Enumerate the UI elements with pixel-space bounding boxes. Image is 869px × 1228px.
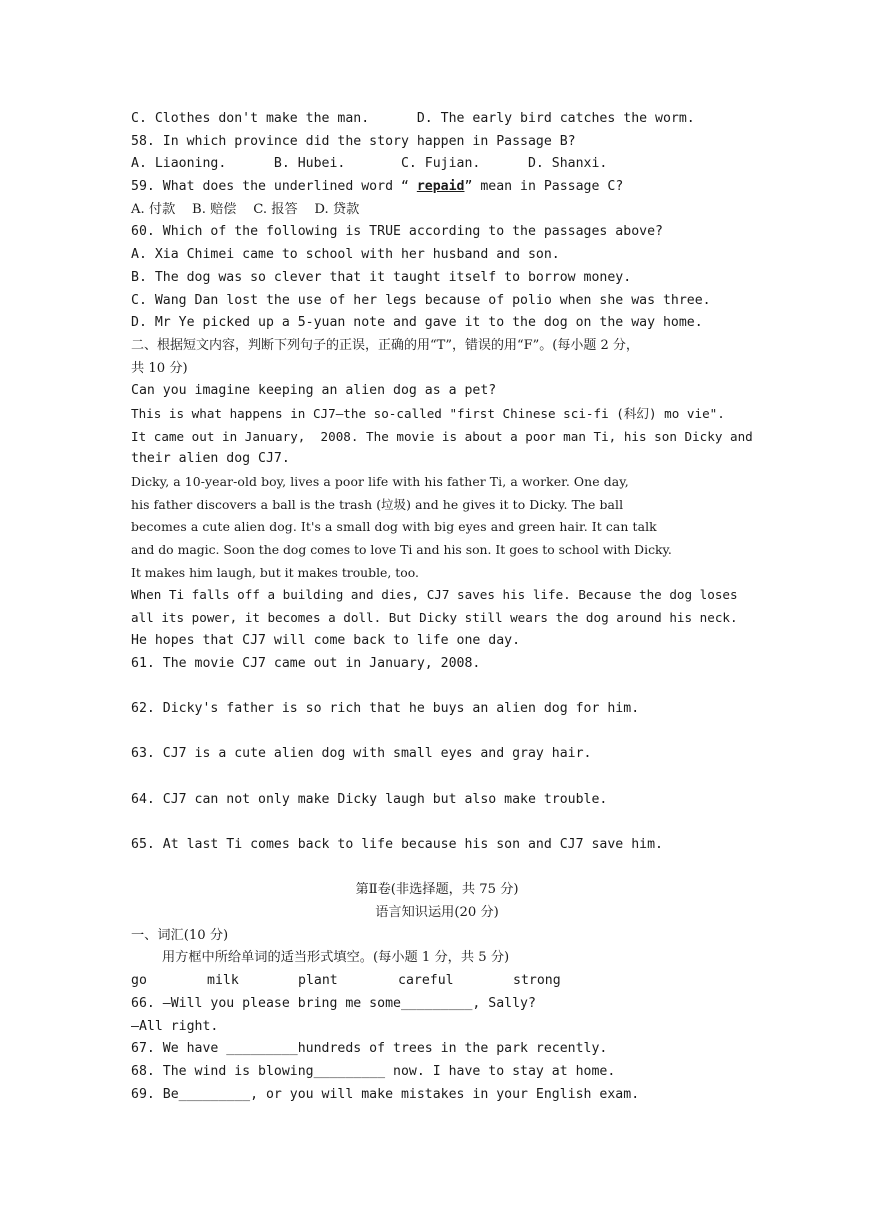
section2-title-cont: 共 10 分) xyxy=(131,360,188,376)
exam-page xyxy=(131,108,753,1106)
underlined-word: repaid xyxy=(416,179,465,195)
word-box-item: go xyxy=(131,973,147,989)
passage-line: He hopes that CJ7 will come back to life one day. xyxy=(131,632,521,648)
q59-prefix: 59. What does the underlined word “ xyxy=(131,179,417,195)
word-box-item: strong xyxy=(513,973,561,989)
passage-line: It makes him laugh, but it makes trouble, too. xyxy=(131,564,419,580)
q59-options: A. 付款 B. 赔偿 C. 报答 D. 贷款 xyxy=(131,201,360,217)
passage-line: Can you imagine keeping an alien dog as a pet? xyxy=(131,383,497,399)
q60-option-d: D. Mr Ye picked up a 5-yuan note and gave it to the dog on the way home. xyxy=(131,315,703,331)
q66-reply: —All right. xyxy=(131,1018,219,1034)
q58-question: 58. In which province did the story happen in Passage B? xyxy=(131,133,576,149)
q67-question: 67. We have _________hundreds of trees in the park recently. xyxy=(131,1041,608,1057)
q63-statement: 63. CJ7 is a cute alien dog with small eyes and gray hair. xyxy=(131,746,592,762)
q66-question: 66. —Will you please bring me some_________, Sally? xyxy=(131,995,536,1011)
part2-subtitle: 语言知识运用(20 分) xyxy=(375,905,499,921)
word-box-item: plant xyxy=(298,973,338,989)
passage-line: their alien dog CJ7. xyxy=(131,451,290,467)
q60-question: 60. Which of the following is TRUE according to the passages above? xyxy=(131,224,663,240)
q60-option-b: B. The dog was so clever that it taught itself to borrow money. xyxy=(131,269,632,285)
part2-title: 第Ⅱ卷(非选择题，共 75 分) xyxy=(355,882,519,898)
passage-line: and do magic. Soon the dog comes to love Ti and his son. It goes to school with Dicky. xyxy=(131,542,672,558)
q59-suffix: ” mean in Passage C? xyxy=(464,179,624,195)
passage-line: his father discovers a ball is the trash (垃圾) and he gives it to Dicky. The ball xyxy=(131,496,624,512)
passage-line: When Ti falls off a building and dies, CJ7 saves his life. Because the dog loses xyxy=(131,587,738,603)
q62-statement: 62. Dicky's father is so rich that he buys an alien dog for him. xyxy=(131,700,640,716)
q57-options-cd: C. Clothes don't make the man. D. The early bird catches the worm. xyxy=(131,111,695,126)
q59-question xyxy=(131,176,743,199)
vocab-instructions: 用方框中所给单词的适当形式填空。(每小题 1 分，共 5 分) xyxy=(162,950,510,966)
q60-option-c: C. Wang Dan lost the use of her legs because of polio when she was three. xyxy=(131,292,711,308)
word-box xyxy=(131,970,743,993)
word-box-item: careful xyxy=(398,973,454,989)
passage-line: This is what happens in CJ7—the so-called "first Chinese sci-fi (科幻) mo vie". xyxy=(131,405,725,421)
vocab-section-title: 一、词汇(10 分) xyxy=(131,927,229,943)
q68-question: 68. The wind is blowing_________ now. I have to stay at home. xyxy=(131,1063,616,1079)
passage-line: It came out in January, 2008. The movie is about a poor man Ti, his son Dicky and xyxy=(131,428,753,444)
passage-line: becomes a cute alien dog. It's a small dog with big eyes and green hair. It can talk xyxy=(131,519,657,535)
q61-statement: 61. The movie CJ7 came out in January, 2008. xyxy=(131,655,481,671)
q60-option-a: A. Xia Chimei came to school with her husband and son. xyxy=(131,247,560,263)
word-box-item: milk xyxy=(207,973,239,989)
q65-statement: 65. At last Ti comes back to life because his son and CJ7 save him. xyxy=(131,837,663,852)
passage-line: Dicky, a 10-year-old boy, lives a poor life with his father Ti, a worker. One day, xyxy=(131,474,629,489)
q58-options: A. Liaoning. B. Hubei. C. Fujian. D. Shanxi. xyxy=(131,156,608,172)
passage-line: all its power, it becomes a doll. But Dicky still wears the dog around his neck. xyxy=(131,610,738,626)
q69-question: 69. Be_________, or you will make mistakes in your English exam. xyxy=(131,1086,640,1102)
q64-statement: 64. CJ7 can not only make Dicky laugh but also make trouble. xyxy=(131,791,608,807)
section2-title: 二、根据短文内容，判断下列句子的正误，正确的用“T”，错误的用“F”。(每小题 2 分， xyxy=(131,337,639,353)
